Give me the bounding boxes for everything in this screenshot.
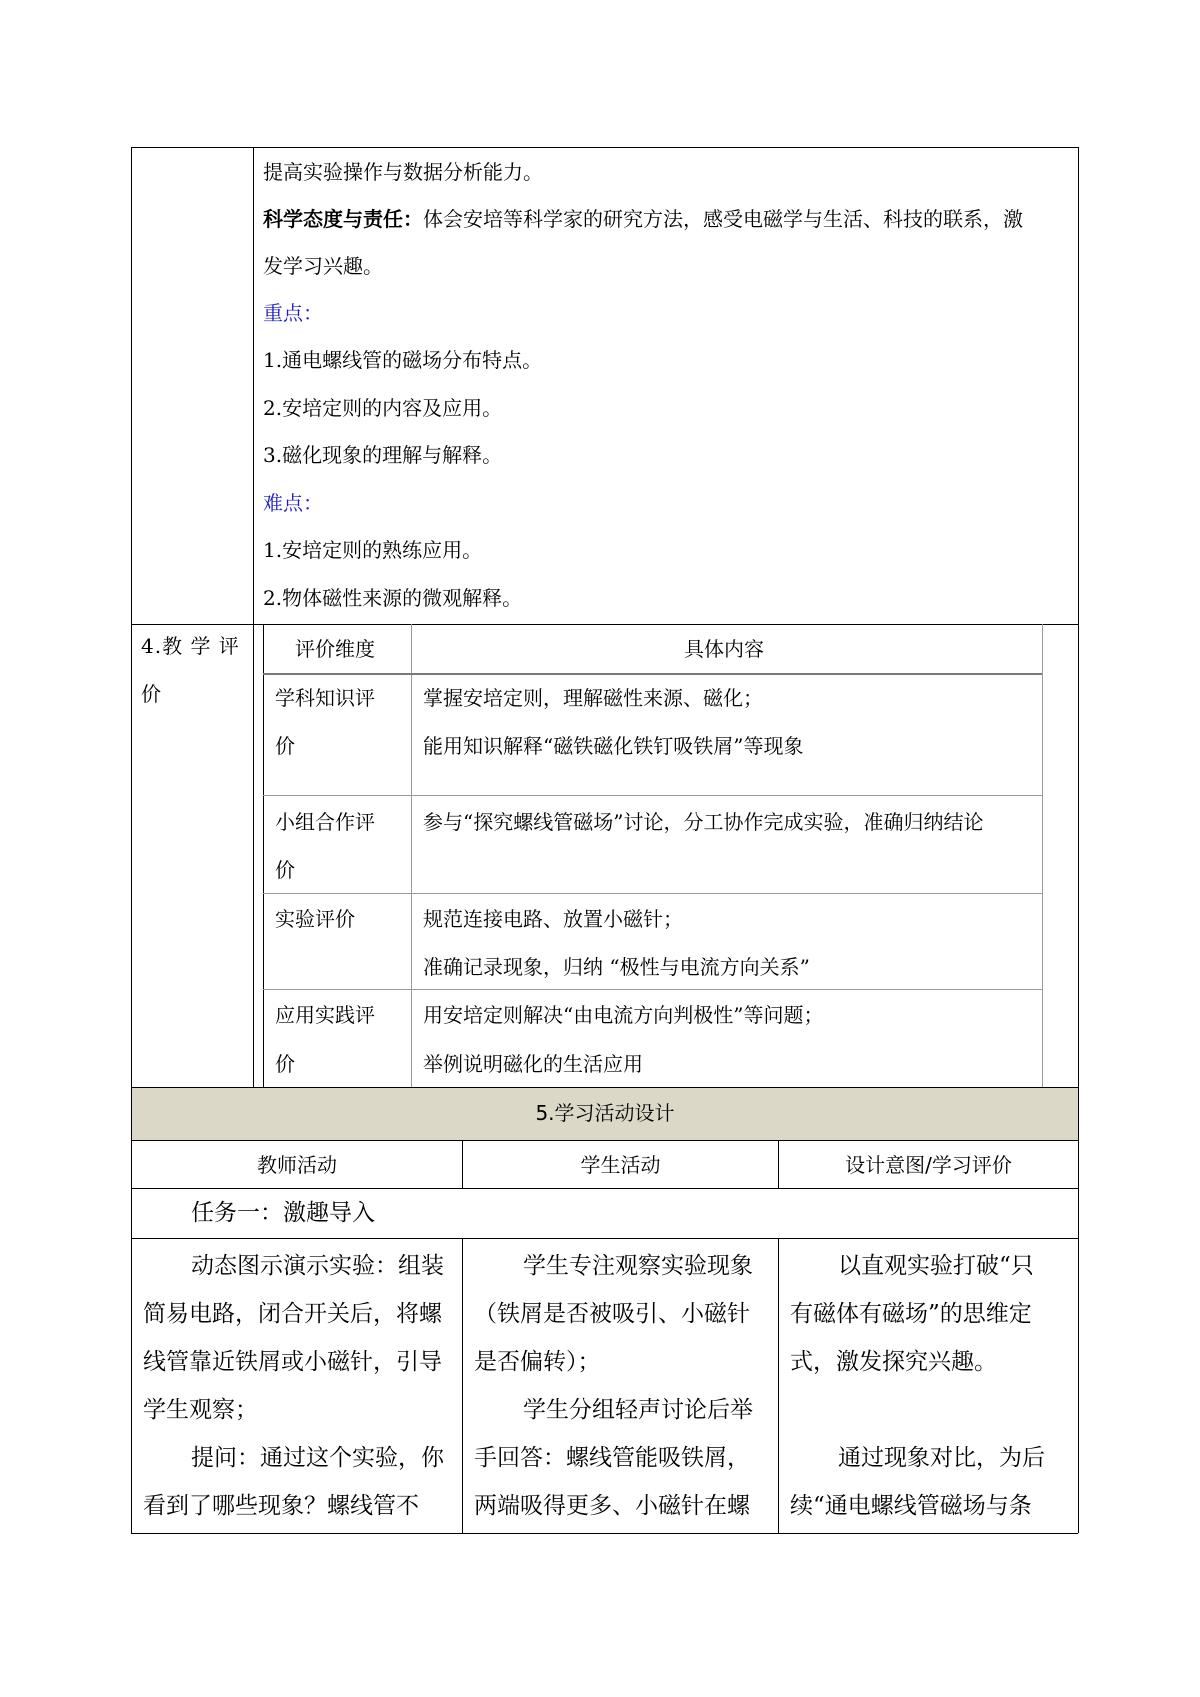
student-line: 学生专注观察实验现象 bbox=[523, 1253, 753, 1279]
eval-dimension-cont: 价 bbox=[275, 1052, 295, 1076]
student-line: 学生分组轻声讨论后举 bbox=[523, 1397, 753, 1423]
key-points-label: 重点： bbox=[263, 301, 323, 325]
teacher-line: 简易电路，闭合开关后，将螺 bbox=[143, 1301, 442, 1327]
eval-content: 准确记录现象，归纳 “极性与电流方向关系” bbox=[423, 955, 810, 979]
key-point-item: 3.磁化现象的理解与解释。 bbox=[263, 443, 503, 467]
student-line: 是否偏转）； bbox=[474, 1349, 601, 1375]
teacher-line: 看到了哪些现象？螺线管不 bbox=[143, 1493, 419, 1519]
task-title: 任务一：激趣导入 bbox=[191, 1200, 375, 1226]
header-dimension: 评价维度 bbox=[295, 637, 375, 661]
difficulty-item: 1.安培定则的熟练应用。 bbox=[263, 538, 483, 562]
header-content: 具体内容 bbox=[684, 637, 764, 661]
evaluation-section-label-cont: 价 bbox=[141, 682, 161, 706]
student-line: （铁屑是否被吸引、小磁针 bbox=[474, 1301, 750, 1327]
eval-content: 用安培定则解决“由电流方向判极性”等问题； bbox=[423, 1003, 824, 1027]
attitude-text-2: 发学习兴趣。 bbox=[263, 254, 383, 278]
teacher-line: 学生观察； bbox=[143, 1397, 258, 1423]
eval-dimension-cont: 价 bbox=[275, 734, 295, 758]
ability-line-end: 提高实验操作与数据分析能力。 bbox=[263, 160, 543, 184]
key-point-item: 1.通电螺线管的磁场分布特点。 bbox=[263, 348, 543, 372]
design-line: 续“通电螺线管磁场与条 bbox=[790, 1493, 1032, 1519]
difficulties-label: 难点： bbox=[263, 491, 323, 515]
activity-title: 5.学习活动设计 bbox=[535, 1101, 675, 1125]
eval-dimension: 应用实践评 bbox=[275, 1003, 375, 1027]
student-line: 两端吸得更多、小磁针在螺 bbox=[474, 1493, 750, 1519]
eval-content: 规范连接电路、放置小磁针； bbox=[423, 907, 683, 931]
design-line: 式，激发探究兴趣。 bbox=[790, 1349, 997, 1375]
eval-dimension: 小组合作评 bbox=[275, 810, 375, 834]
col-header-teacher: 教师活动 bbox=[257, 1153, 337, 1177]
design-line: 通过现象对比，为后 bbox=[838, 1445, 1045, 1471]
design-line: 有磁体有磁场”的思维定 bbox=[790, 1301, 1032, 1327]
eval-dimension: 实验评价 bbox=[275, 907, 355, 931]
eval-content: 掌握安培定则，理解磁性来源、磁化； bbox=[423, 686, 763, 710]
evaluation-section-label: 4.教 学 评 bbox=[141, 634, 240, 658]
teacher-line: 动态图示演示实验：组装 bbox=[191, 1253, 444, 1279]
eval-dimension-cont: 价 bbox=[275, 858, 295, 882]
teacher-line: 线管靠近铁屑或小磁针，引导 bbox=[143, 1349, 442, 1375]
col-header-student: 学生活动 bbox=[580, 1153, 661, 1177]
eval-content: 参与“探究螺线管磁场”讨论，分工协作完成实验，准确归纳结论 bbox=[423, 810, 984, 834]
student-line: 手回答：螺线管能吸铁屑， bbox=[474, 1445, 750, 1471]
attitude-line bbox=[263, 207, 1023, 231]
difficulty-item: 2.物体磁性来源的微观解释。 bbox=[263, 586, 523, 610]
col-header-design: 设计意图/学习评价 bbox=[845, 1153, 1012, 1177]
eval-content: 能用知识解释“磁铁磁化铁钉吸铁屑”等现象 bbox=[423, 734, 804, 758]
design-line: 以直观实验打破“只 bbox=[838, 1253, 1034, 1279]
eval-dimension: 学科知识评 bbox=[275, 686, 375, 710]
teacher-line: 提问：通过这个实验，你 bbox=[191, 1445, 444, 1471]
attitude-text-1: 体会安培等科学家的研究方法，感受电磁学与生活、科技的联系，激 bbox=[423, 207, 1023, 231]
attitude-label: 科学态度与责任： bbox=[263, 207, 423, 231]
eval-content: 举例说明磁化的生活应用 bbox=[423, 1052, 643, 1076]
key-point-item: 2.安培定则的内容及应用。 bbox=[263, 396, 503, 420]
